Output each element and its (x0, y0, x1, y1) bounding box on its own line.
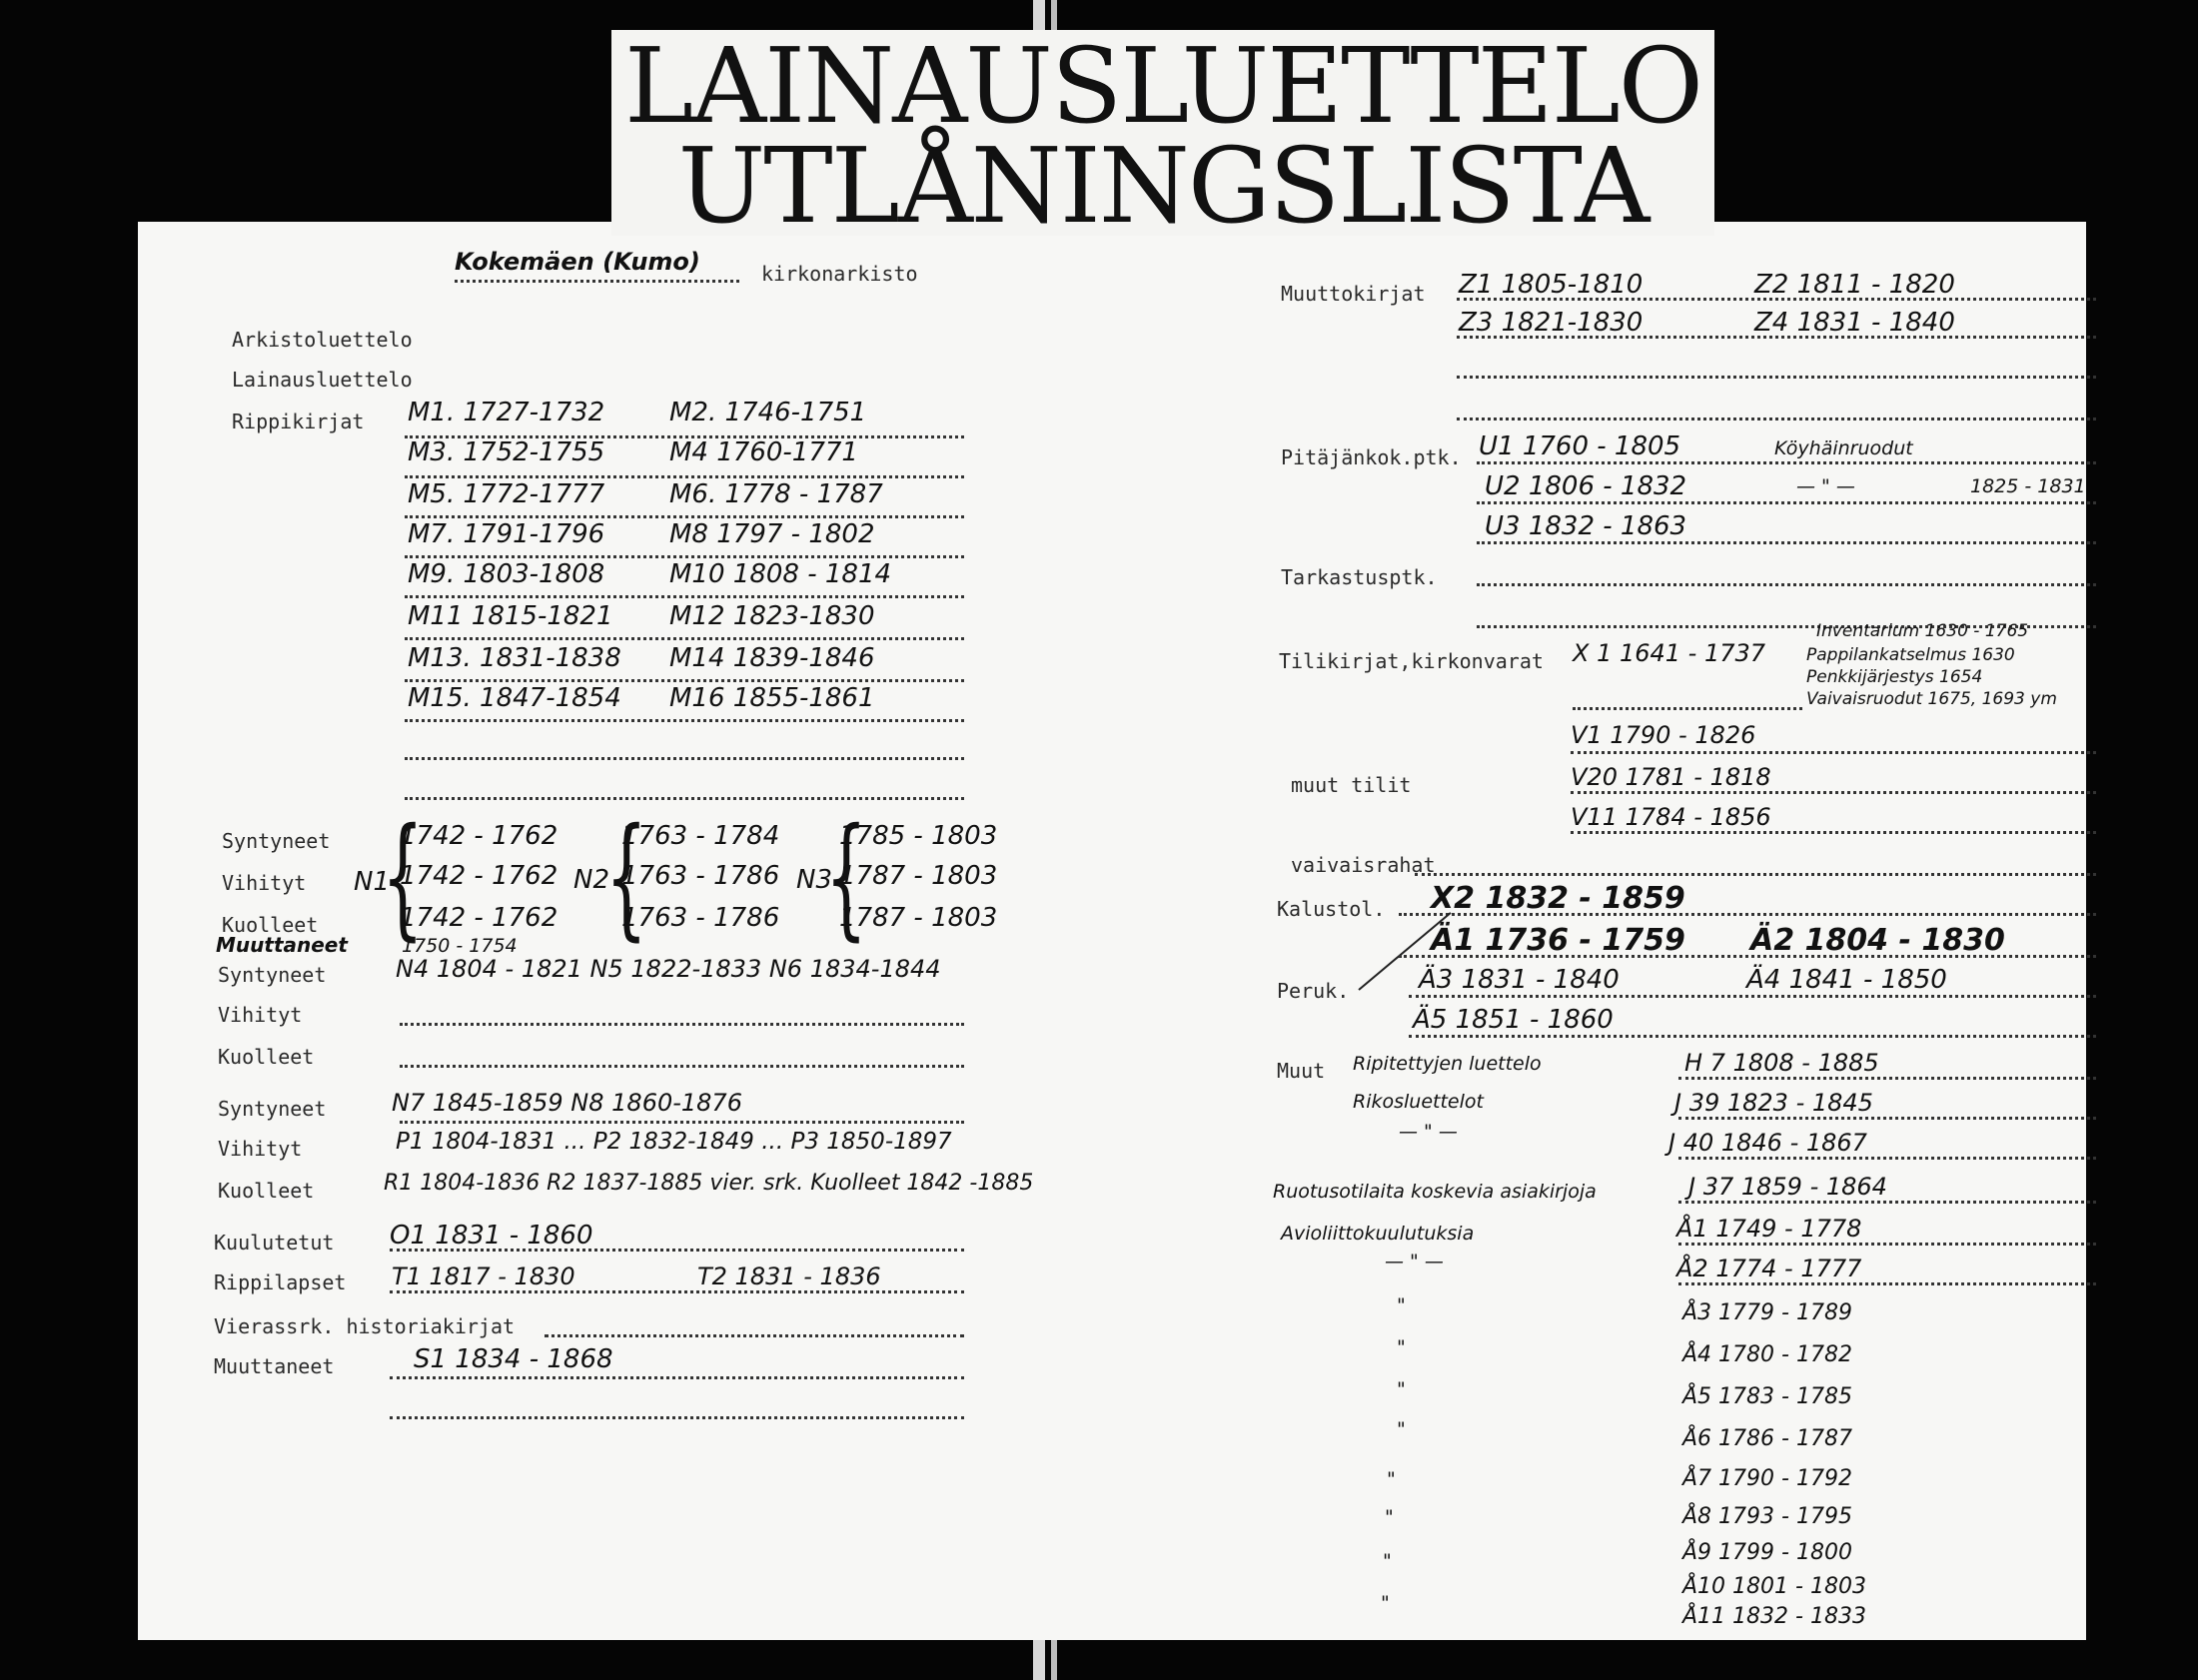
vihityt-entry: P1 1804-1831 ... P2 1832-1849 ... P3 1850-1897 (396, 1129, 952, 1155)
syntyneet-label: Syntyneet (218, 1097, 327, 1121)
aa-entry: Å7 1790 - 1792 (1682, 1466, 1852, 1491)
dotted-line (405, 515, 964, 518)
ditto-mark: " (1397, 1378, 1406, 1400)
rippikirja-entry: M16 1855-1861 (669, 683, 875, 713)
avio-entry: Å2 1774 - 1777 (1676, 1255, 1862, 1282)
n2-entry: 1763 - 1786 (621, 861, 780, 891)
dotted-line (390, 1290, 964, 1293)
ditto-mark: — " — (1796, 475, 1855, 497)
dotted-line (400, 1023, 964, 1026)
dotted-line (455, 280, 739, 283)
dotted-line (405, 435, 964, 438)
muuttokirja-entry: Z3 1821-1830 (1459, 308, 1644, 338)
rippikirja-entry: M10 1808 - 1814 (669, 559, 892, 589)
muut-code: J 40 1846 - 1867 (1668, 1129, 1867, 1157)
ditto-mark: — " — (1399, 1121, 1458, 1143)
aa-entry: Å3 1779 - 1789 (1682, 1300, 1852, 1325)
pitajankok-label: Pitäjänkok.ptk. (1281, 445, 1462, 469)
tilikirja-entry: V1 1790 - 1826 (1571, 721, 1756, 749)
parish-name: Kokemäen (Kumo) (455, 248, 700, 276)
n2-entry: 1763 - 1786 (621, 903, 780, 933)
ditto-mark: " (1381, 1592, 1390, 1614)
peruk-label: Peruk. (1277, 979, 1350, 1003)
title-banner (611, 25, 1714, 247)
rippikirja-entry: M5. 1772-1777 (408, 479, 605, 509)
dotted-line (405, 595, 964, 598)
tilikirja-note: Inventarium 1630 - 1765 (1816, 621, 2029, 641)
dotted-line (1573, 707, 1802, 710)
pitajankok-entry: U2 1806 - 1832 (1485, 471, 1687, 501)
rippikirja-entry: M14 1839-1846 (669, 643, 875, 673)
dotted-line (1571, 751, 2096, 754)
vihityt-label: Vihityt (218, 1137, 303, 1161)
dotted-line (1409, 995, 2096, 998)
n1-entry: 1750 - 1754 (402, 935, 518, 957)
tilikirja-note: Vaivaisruodut 1675, 1693 ym (1806, 689, 2057, 709)
aa-entry: Å5 1783 - 1785 (1682, 1384, 1852, 1409)
n1-entry: 1742 - 1762 (400, 903, 558, 933)
koyhainruodut-note: Köyhäinruodut (1774, 437, 1913, 459)
aa-entry: Å8 1793 - 1795 (1682, 1504, 1852, 1529)
tilikirjat-label: Tilikirjat,kirkonvarat (1279, 649, 1544, 673)
muut-code: J 39 1823 - 1845 (1674, 1089, 1873, 1117)
n2-marker: N2 (573, 865, 609, 895)
dotted-line (405, 679, 964, 682)
dotted-line (405, 475, 964, 478)
tilikirja-note: Pappilankatselmus 1630 (1806, 645, 2015, 665)
dotted-line (405, 637, 964, 640)
muut-tilit-label: muut tilit (1291, 773, 1412, 797)
dotted-line (1409, 1035, 2096, 1038)
tilikirja-note: Penkkijärjestys 1654 (1806, 667, 1983, 687)
ditto-mark: " (1387, 1468, 1396, 1490)
brace: { (605, 800, 647, 954)
vierassrk-label: Vierassrk. historiakirjat (214, 1314, 516, 1338)
n3-entry: 1785 - 1803 (839, 821, 998, 851)
rippilapset-entry: T1 1817 - 1830 (392, 1262, 575, 1290)
muuttokirjat-label: Muuttokirjat (1281, 282, 1426, 306)
vihityt-label: Vihityt (218, 1003, 303, 1027)
rippikirja-entry: M9. 1803-1808 (408, 559, 605, 589)
n1-entry: 1742 - 1762 (400, 821, 558, 851)
dotted-line (1457, 418, 2096, 420)
dotted-line (405, 555, 964, 558)
dotted-line (1678, 1201, 2096, 1204)
kuolleet-label: Kuolleet (218, 1045, 315, 1069)
pitajankok-entry: U3 1832 - 1863 (1485, 511, 1687, 541)
muut-tilit-entry: V20 1781 - 1818 (1571, 763, 1771, 791)
muuttaneet-label: Muuttaneet (214, 1354, 335, 1378)
muut-entry: Rikosluettelot (1353, 1091, 1484, 1113)
aa-entry: Å9 1799 - 1800 (1682, 1540, 1852, 1565)
brace: { (382, 800, 424, 954)
dotted-line (405, 797, 964, 800)
ditto-mark: " (1397, 1336, 1406, 1358)
ditto-mark: " (1385, 1506, 1394, 1528)
rippikirja-entry: M1. 1727-1732 (408, 398, 605, 427)
peruk-entry: Ä5 1851 - 1860 (1413, 1005, 1614, 1035)
tilikirja-entry: X 1 1641 - 1737 (1573, 639, 1766, 667)
peruk-entry: Ä3 1831 - 1840 (1419, 965, 1620, 995)
muut-entry: Ripitettyjen luettelo (1353, 1053, 1542, 1075)
rippikirja-entry: M8 1797 - 1802 (669, 519, 875, 549)
muuttaneet-label: Muuttaneet (216, 933, 348, 957)
aa-entry: Å4 1780 - 1782 (1682, 1342, 1852, 1367)
arkistoluettelo-label: Arkistoluettelo (232, 328, 413, 352)
ruotu-entry: J 37 1859 - 1864 (1688, 1173, 1887, 1201)
banner-title-finnish: LAINAUSLUETTELO (623, 25, 1702, 147)
dotted-line (405, 719, 964, 722)
vihityt-label: Vihityt (222, 871, 307, 895)
dotted-line (405, 757, 964, 760)
syntyneet-entry: N4 1804 - 1821 N5 1822-1833 N6 1834-1844 (396, 955, 941, 983)
banner-title-swedish: UTLÅNINGSLISTA (677, 125, 1648, 247)
rippikirjat-label: Rippikirjat (232, 410, 365, 433)
dotted-line (1678, 1243, 2096, 1246)
syntyneet-entry: N7 1845-1859 N8 1860-1876 (392, 1089, 742, 1117)
aa-entry: Å6 1786 - 1787 (1682, 1426, 1852, 1451)
dotted-line (1399, 955, 2096, 958)
dotted-line (1678, 1282, 2096, 1285)
brace: { (825, 800, 867, 954)
dotted-line (1678, 1117, 2096, 1120)
dotted-line (1678, 1157, 2096, 1160)
dotted-line (1477, 541, 2096, 544)
muut-code: H 7 1808 - 1885 (1684, 1049, 1879, 1077)
dotted-line (390, 1249, 964, 1252)
dotted-line (400, 1121, 964, 1124)
muut-tilit-entry: V11 1784 - 1856 (1571, 803, 1771, 831)
kalustol-label: Kalustol. (1277, 897, 1386, 921)
dotted-line (400, 1065, 964, 1068)
dotted-line (1571, 831, 2096, 834)
n3-entry: 1787 - 1803 (839, 861, 998, 891)
archive-label: kirkonarkisto (761, 262, 918, 286)
rippikirja-entry: M3. 1752-1755 (408, 437, 605, 467)
kuolleet-entry: R1 1804-1836 R2 1837-1885 vier. srk. Kuolleet 1842 -1885 (384, 1171, 1034, 1196)
dotted-line (545, 1334, 964, 1337)
ditto-mark: " (1397, 1294, 1406, 1316)
n3-marker: N3 (796, 865, 832, 895)
ditto-mark: " (1383, 1550, 1392, 1572)
rippilapset-label: Rippilapset (214, 1270, 347, 1294)
kuulutetut-entry: O1 1831 - 1860 (390, 1221, 593, 1251)
vaivaisrahat-label: vaivaisrahat (1291, 853, 1436, 877)
syntyneet-label: Syntyneet (218, 963, 327, 987)
rippikirja-entry: M12 1823-1830 (669, 601, 875, 631)
kuolleet-label: Kuolleet (222, 913, 319, 937)
rippikirja-entry: M13. 1831-1838 (408, 643, 621, 673)
rippikirja-entry: M4 1760-1771 (669, 437, 858, 467)
kuolleet-label: Kuolleet (218, 1179, 315, 1203)
dotted-line (1457, 298, 2096, 301)
muuttokirja-entry: Z2 1811 - 1820 (1754, 270, 1955, 300)
dotted-line (1477, 501, 2096, 504)
koyhainruodut-range: 1825 - 1831 (1970, 475, 2086, 497)
aa-entry: Å10 1801 - 1803 (1682, 1574, 1866, 1599)
kalustol-entry: Ä1 1736 - 1759 (1431, 923, 1685, 958)
lainausluettelo-label: Lainausluettelo (232, 368, 413, 392)
dotted-line (1399, 913, 2096, 916)
peruk-entry: Ä4 1841 - 1850 (1746, 965, 1947, 995)
dotted-line (1571, 791, 2096, 794)
kalustol-entry: X2 1832 - 1859 (1431, 881, 1685, 916)
avio-label: Avioliittokuulutuksia (1281, 1223, 1475, 1245)
n2-entry: 1763 - 1784 (621, 821, 780, 851)
dotted-line (1477, 461, 2096, 464)
ditto-mark: — " — (1385, 1251, 1444, 1272)
aa-entry: Å11 1832 - 1833 (1682, 1604, 1866, 1629)
dotted-line (390, 1376, 964, 1379)
rippilapset-entry: T2 1831 - 1836 (697, 1262, 881, 1290)
rippikirja-entry: M15. 1847-1854 (408, 683, 621, 713)
pitajankok-entry: U1 1760 - 1805 (1479, 431, 1681, 461)
kuulutetut-label: Kuulutetut (214, 1231, 335, 1255)
dotted-line (390, 1416, 964, 1419)
rippikirja-entry: M2. 1746-1751 (669, 398, 867, 427)
rippikirja-entry: M7. 1791-1796 (408, 519, 605, 549)
muuttokirja-entry: Z4 1831 - 1840 (1754, 308, 1955, 338)
dotted-line (1457, 376, 2096, 379)
ditto-mark: " (1397, 1418, 1406, 1440)
kalustol-entry: Ä2 1804 - 1830 (1750, 923, 2005, 958)
muut-label: Muut (1277, 1059, 1326, 1083)
rippikirja-entry: M6. 1778 - 1787 (669, 479, 883, 509)
dotted-line (1477, 583, 2096, 586)
tarkastus-label: Tarkastusptk. (1281, 565, 1438, 589)
ruotu-label: Ruotusotilaita koskevia asiakirjoja (1273, 1181, 1597, 1203)
muuttokirja-entry: Z1 1805-1810 (1459, 270, 1644, 300)
muuttaneet-entry: S1 1834 - 1868 (414, 1344, 613, 1374)
syntyneet-label: Syntyneet (222, 829, 331, 853)
n1-marker: N1 (354, 867, 390, 897)
n1-entry: 1742 - 1762 (400, 861, 558, 891)
rippikirja-entry: M11 1815-1821 (408, 601, 613, 631)
avio-entry: Å1 1749 - 1778 (1676, 1215, 1862, 1243)
dotted-line (1678, 1077, 2096, 1080)
dotted-line (1457, 336, 2096, 339)
n3-entry: 1787 - 1803 (839, 903, 998, 933)
dotted-line (1415, 873, 2096, 876)
